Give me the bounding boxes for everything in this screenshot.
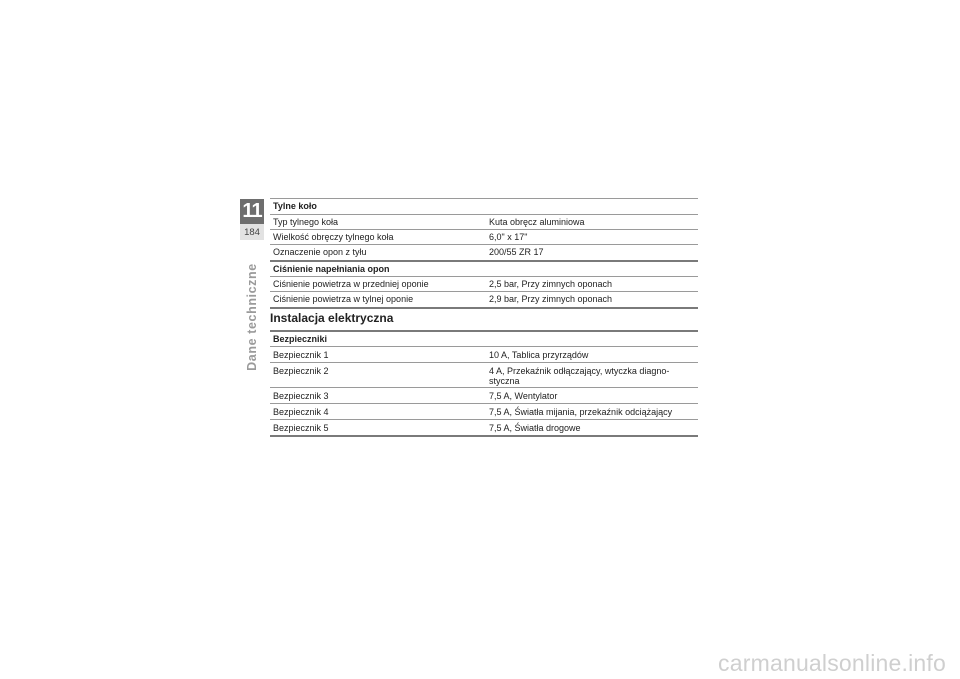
row-value: 200/55 ZR 17 [489,247,544,257]
row-value: 7,5 A, Światła drogowe [489,423,581,433]
table-row [270,404,698,420]
page-number: 184 [244,227,260,238]
table-row [270,245,698,262]
row-label: Bezpiecznik 4 [273,407,329,417]
row-label: Bezpiecznik 5 [273,423,329,433]
table-row [270,230,698,245]
row-value: Kuta obręcz aluminiowa [489,217,585,227]
row-label: Bezpiecznik 1 [273,350,329,360]
chapter-number: 11 [240,199,264,224]
watermark-text: carmanualsonline.info [718,650,946,676]
row-value: 2,9 bar, Przy zimnych oponach [489,294,613,304]
table-row [270,420,698,437]
chapter-marker [240,199,264,240]
row-value: 4 A, Przekaźnik odłączający, wtyczka diagno- [489,366,670,376]
table-row [270,215,698,230]
row-value: 7,5 A, Wentylator [489,391,558,401]
section-title: Bezpieczniki [273,334,328,344]
row-label: Bezpiecznik 2 [273,366,329,376]
section-heading: Instalacja elektryczna [270,311,394,325]
table-row [270,363,698,388]
row-label: Wielkość obręczy tylnego koła [273,232,394,242]
row-label: Typ tylnego koła [273,217,339,227]
row-label: Oznaczenie opon z tyłu [273,247,367,257]
row-label: Ciśnienie powietrza w tylnej oponie [273,294,414,304]
table-row [270,388,698,404]
table-row [270,347,698,363]
fuses-table [270,330,698,437]
section-title-row [270,332,698,347]
row-label: Bezpiecznik 3 [273,391,329,401]
row-value: 2,5 bar, Przy zimnych oponach [489,279,613,289]
section-title-row [270,199,698,215]
row-value-continued: styczna [489,376,520,386]
side-title-container [245,262,259,372]
chapter-side-title: Dane techniczne [245,263,259,371]
table-row [270,292,698,309]
rear-wheel-table [270,198,698,309]
row-label: Ciśnienie powietrza w przedniej oponie [273,279,429,289]
row-value: 10 A, Tablica przyrządów [489,350,589,360]
row-value: 6,0" x 17" [489,232,528,242]
section-title: Tylne koło [273,201,317,211]
section-title-row [270,262,698,277]
row-value: 7,5 A, Światła mijania, przekaźnik odciążający [489,407,673,417]
section-title: Ciśnienie napełniania opon [273,264,390,274]
table-row [270,277,698,292]
